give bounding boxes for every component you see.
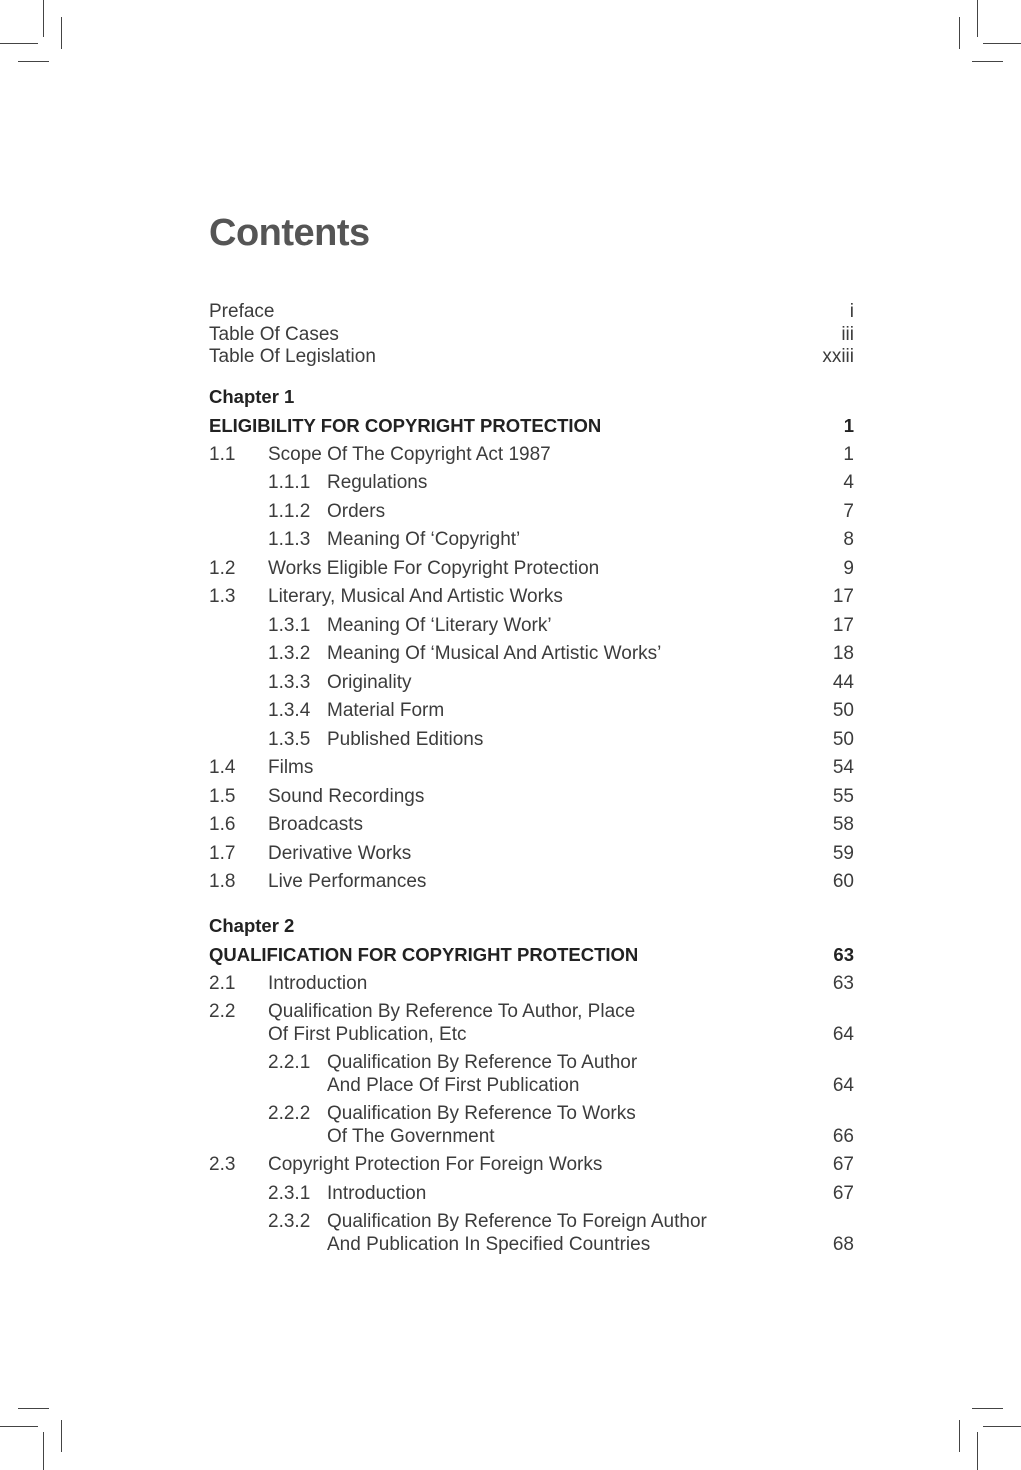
toc-entry-continuation[interactable] (209, 1233, 854, 1257)
crop-mark (61, 17, 62, 49)
toc-entry-page: 67 (832, 1182, 854, 1204)
chapter-heading-page: 63 (833, 944, 854, 965)
toc-entry-page: 58 (832, 814, 854, 835)
toc-entry-title: Preface (209, 301, 275, 322)
toc-entry-number: 1.1.3 (268, 529, 311, 550)
toc-entry-number: 2.1 (209, 972, 236, 994)
toc-entry-page: 9 (843, 557, 854, 579)
toc-entry-page: 66 (832, 1125, 854, 1147)
crop-mark (983, 1426, 1021, 1427)
toc-entry-title: Introduction (327, 1182, 427, 1204)
toc-entry-title: Copyright Protection For Foreign Works (268, 1154, 603, 1175)
toc-entry-page: 8 (843, 529, 854, 550)
toc-entry[interactable] (209, 1210, 854, 1234)
toc-entry-page: 50 (832, 728, 854, 750)
chapter-label[interactable] (209, 914, 854, 938)
toc-front-matter-item[interactable] (209, 345, 854, 369)
crop-mark (0, 1426, 38, 1427)
toc-entry-continuation[interactable] (209, 1125, 854, 1149)
crop-mark (977, 1432, 978, 1470)
crop-mark (43, 0, 44, 37)
crop-mark (959, 17, 960, 49)
toc-entry[interactable] (209, 585, 854, 609)
toc-entry-number: 1.3.2 (268, 643, 311, 664)
toc-entry-title: Derivative Works (268, 842, 412, 864)
toc-entry-number: 1.3 (209, 586, 236, 607)
toc-entry-title: Films (268, 757, 314, 778)
chapter-heading-page: 1 (843, 415, 854, 436)
toc-entry-number: 1.1.1 (268, 472, 311, 493)
toc-entry-page: 1 (843, 443, 854, 465)
toc-entry[interactable] (209, 972, 854, 996)
toc-entry-title: Live Performances (268, 871, 427, 892)
toc-entry-page: xxiii (822, 346, 854, 367)
toc-entry-page: 64 (832, 1023, 854, 1045)
toc-entry[interactable] (209, 557, 854, 581)
toc-entry[interactable] (209, 870, 854, 894)
toc-entry-number: 1.8 (209, 871, 236, 892)
chapter-label-text: Chapter 2 (209, 915, 295, 936)
chapter-heading[interactable] (209, 414, 854, 438)
toc-entry-title: Introduction (268, 972, 368, 994)
toc-entry-page: i (849, 301, 854, 322)
toc-entry-title: Of The Government (327, 1125, 495, 1147)
toc-entry[interactable] (209, 500, 854, 524)
chapter-label[interactable] (209, 385, 854, 409)
toc-entry[interactable] (209, 642, 854, 666)
toc-entry-title: Sound Recordings (268, 785, 425, 807)
toc-entry-title: And Place Of First Publication (327, 1074, 580, 1096)
toc-entry-page: 64 (832, 1074, 854, 1096)
crop-mark (0, 43, 38, 44)
toc-entry-page: 7 (843, 500, 854, 522)
toc-entry-title: Qualification By Reference To Works (327, 1103, 636, 1124)
toc-entry-page: 50 (832, 700, 854, 721)
toc-entry-number: 1.3.3 (268, 671, 311, 693)
toc-entry-page: 44 (832, 671, 854, 693)
toc-front-matter-item[interactable] (209, 323, 854, 347)
toc-entry-page: 68 (832, 1233, 854, 1255)
toc-entry[interactable] (209, 1051, 854, 1075)
toc-entry-number: 1.4 (209, 757, 236, 778)
crop-mark (959, 1420, 960, 1452)
toc-entry-title: Material Form (327, 700, 445, 721)
toc-entry-title: Published Editions (327, 728, 484, 750)
toc-entry-title: Scope Of The Copyright Act 1987 (268, 443, 551, 465)
toc-entry[interactable] (209, 471, 854, 495)
toc-entry-number: 1.5 (209, 785, 236, 807)
toc-entry-title: Meaning Of ‘Literary Work’ (327, 614, 552, 636)
toc-entry-title: Qualification By Reference To Foreign Author (327, 1211, 707, 1232)
crop-mark (977, 0, 978, 37)
toc-entry-title: Table Of Cases (209, 323, 339, 345)
crop-mark (18, 61, 49, 62)
toc-entry[interactable] (209, 1102, 854, 1126)
chapter-heading[interactable] (209, 943, 854, 967)
crop-mark (972, 1408, 1003, 1409)
toc-entry-number: 1.6 (209, 814, 236, 835)
crop-mark (43, 1432, 44, 1470)
toc-entry-number: 2.2.1 (268, 1052, 311, 1073)
toc-entry-title: Of First Publication, Etc (268, 1023, 467, 1045)
chapter-heading-text: ELIGIBILITY FOR COPYRIGHT PROTECTION (209, 415, 602, 436)
toc-entry-number: 2.2.2 (268, 1103, 311, 1124)
toc-entry-title: Meaning Of ‘Copyright’ (327, 529, 521, 550)
toc-entry-title: Regulations (327, 472, 428, 493)
toc-entry-number: 1.3.1 (268, 614, 311, 636)
toc-entry-page: 4 (843, 472, 854, 493)
toc-entry-number: 1.7 (209, 842, 236, 864)
crop-mark (972, 61, 1003, 62)
toc-entry-title: Qualification By Reference To Author, Place (268, 1001, 636, 1022)
toc-entry-page: 17 (832, 614, 854, 636)
toc-entry[interactable] (209, 813, 854, 837)
toc-entry-page: iii (841, 323, 854, 345)
crop-mark (61, 1420, 62, 1452)
toc-entry[interactable] (209, 785, 854, 809)
toc-front-matter-item[interactable] (209, 300, 854, 324)
toc-entry[interactable] (209, 756, 854, 780)
toc-entry[interactable] (209, 1153, 854, 1177)
toc-entry-number: 1.1 (209, 443, 236, 465)
toc-entry-number: 2.3.2 (268, 1211, 311, 1232)
toc-entry-page: 18 (832, 643, 854, 664)
toc-entry-title: Works Eligible For Copyright Protection (268, 557, 600, 579)
toc-entry-title: And Publication In Specified Countries (327, 1233, 651, 1255)
toc-entry-title: Broadcasts (268, 814, 364, 835)
toc-entry-title: Literary, Musical And Artistic Works (268, 586, 563, 607)
toc-entry-number: 1.3.4 (268, 700, 311, 721)
toc-entry[interactable] (209, 728, 854, 752)
toc-entry[interactable] (209, 671, 854, 695)
toc-entry-page: 67 (832, 1154, 854, 1175)
crop-mark (18, 1408, 49, 1409)
toc-entry-continuation[interactable] (209, 1023, 854, 1047)
toc-entry[interactable] (209, 443, 854, 467)
page-title: Contents (209, 212, 370, 254)
toc-entry-page: 63 (832, 972, 854, 994)
toc-entry[interactable] (209, 842, 854, 866)
toc-entry-page: 55 (832, 785, 854, 807)
toc-entry-number: 1.3.5 (268, 728, 311, 750)
toc-entry-title: Qualification By Reference To Author (327, 1052, 638, 1073)
toc-entry[interactable] (209, 1000, 854, 1024)
toc-entry-page: 17 (832, 586, 854, 607)
toc-entry[interactable] (209, 1182, 854, 1206)
toc-entry[interactable] (209, 699, 854, 723)
toc-entry-number: 2.3 (209, 1154, 236, 1175)
crop-mark (983, 43, 1021, 44)
toc-entry-page: 59 (832, 842, 854, 864)
toc-entry-continuation[interactable] (209, 1074, 854, 1098)
toc-entry-number: 1.2 (209, 557, 236, 579)
toc-entry-page: 54 (832, 757, 854, 778)
toc-entry-number: 2.3.1 (268, 1182, 311, 1204)
toc-entry-title: Orders (327, 500, 386, 522)
toc-entry-number: 1.1.2 (268, 500, 311, 522)
toc-entry[interactable] (209, 528, 854, 552)
toc-entry-page: 60 (832, 871, 854, 892)
toc-entry-title: Meaning Of ‘Musical And Artistic Works’ (327, 643, 662, 664)
toc-entry-number: 2.2 (209, 1001, 236, 1022)
toc-entry[interactable] (209, 614, 854, 638)
toc-entry-title: Table Of Legislation (209, 346, 376, 367)
toc-entry-title: Originality (327, 671, 412, 693)
chapter-heading-text: QUALIFICATION FOR COPYRIGHT PROTECTION (209, 944, 639, 965)
chapter-label-text: Chapter 1 (209, 386, 295, 407)
